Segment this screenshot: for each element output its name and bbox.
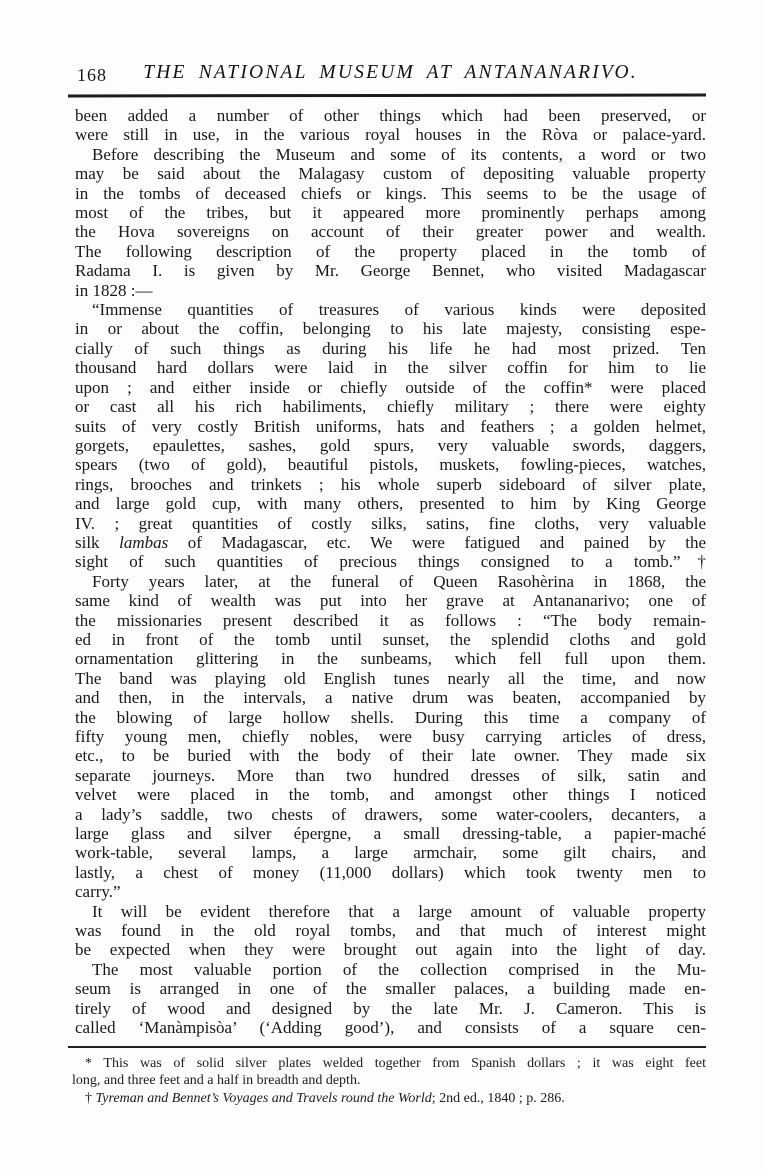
- text-line: [75, 319, 706, 338]
- text-line: [75, 630, 706, 649]
- text-segment: work-table, several lamps, a large armchair, some gilt chairs, and: [75, 843, 706, 863]
- text-segment: * This was of solid silver plates welded together from Spanish dollars ; it was eight feet: [85, 1056, 706, 1071]
- text-segment: Radama I. is given by Mr. George Bennet, who visited Madagascar: [75, 261, 706, 281]
- text-line: [75, 727, 706, 746]
- text-line: [75, 785, 706, 804]
- text-line: [75, 494, 706, 513]
- text-segment: the blowing of large hollow shells. During this time a company of: [75, 707, 706, 727]
- footnote: [72, 1090, 706, 1107]
- text-line: [75, 940, 706, 959]
- text-segment: Before describing the Museum and some of its contents, a word or two: [92, 144, 706, 164]
- text-line: [75, 591, 706, 610]
- text-segment: cially of such things as during his life he had most prized. Ten: [75, 338, 706, 358]
- text-segment: ed in front of the tomb until sunset, the splendid cloths and gold: [75, 629, 706, 649]
- text-segment: It will be evident therefore that a large amount of valuable property: [92, 901, 706, 921]
- text-line: [75, 145, 706, 164]
- text-line: [75, 1018, 706, 1037]
- paragraph: [75, 902, 706, 960]
- text-line: [75, 572, 706, 591]
- text-segment: IV. ; great quantities of costly silks, satins, fine cloths, very valuable: [75, 513, 706, 533]
- paragraph: [75, 572, 706, 902]
- text-line: [72, 1090, 706, 1107]
- text-segment: ; 2nd ed., 1840 ; p. 286.: [431, 1090, 565, 1106]
- text-line: [72, 1072, 706, 1089]
- paragraph: [75, 300, 706, 572]
- text-line: [75, 106, 706, 125]
- text-segment: “Immense quantities of treasures of various kinds were deposited: [92, 300, 706, 320]
- text-segment: upon ; and either inside or chiefly outside of the coffin* were placed: [75, 377, 706, 397]
- text-line: [75, 358, 706, 377]
- page-number: 168: [77, 65, 107, 85]
- text-segment: a lady’s saddle, two chests of drawers, some water-coolers, decanters, a: [75, 804, 706, 824]
- header-rule: [68, 94, 706, 98]
- text-segment: and large gold cup, with many others, presented to him by King George: [75, 494, 706, 514]
- italic-text: Tyreman and Bennet’s Voyages and Travels round the World: [95, 1090, 432, 1106]
- text-line: [75, 669, 706, 688]
- text-segment: or cast all his rich habiliments, chiefly military ; there were eighty: [75, 397, 706, 417]
- text-line: [75, 999, 706, 1018]
- text-segment: been added a number of other things which had been preserved, or: [75, 106, 706, 125]
- text-line: [75, 863, 706, 882]
- text-segment: gorgets, epaulettes, sashes, gold spurs, very valuable swords, daggers,: [75, 435, 706, 455]
- text-line: [75, 746, 706, 765]
- text-line: [75, 417, 706, 436]
- italic-text: lambas: [119, 532, 169, 552]
- text-segment: silk: [75, 532, 120, 552]
- body-text: [75, 106, 706, 1038]
- text-line: [75, 125, 706, 144]
- text-segment: of Madagascar, etc. We were fatigued and pained by the: [168, 532, 706, 552]
- text-line: [75, 649, 706, 668]
- footnote-rule: [68, 1046, 706, 1048]
- text-segment: The most valuable portion of the collection comprised in the Mu-: [92, 959, 706, 979]
- text-segment: fifty young men, chiefly nobles, were busy carrying articles of dress,: [75, 727, 706, 746]
- text-segment: sight of such quantities of precious things consigned to a tomb.”†: [75, 552, 706, 572]
- text-line: [75, 688, 706, 707]
- text-segment: in 1828 :—: [75, 280, 153, 300]
- footnotes: [72, 1055, 706, 1107]
- text-line: [75, 902, 706, 921]
- text-segment: velvet were placed in the tomb, and amongst other things I noticed: [75, 785, 706, 805]
- text-segment: were still in use, in the various royal houses in the Ròva or palace-yard.: [75, 125, 706, 145]
- text-segment: etc., to be buried with the body of their late owner. They made six: [75, 746, 706, 766]
- footnote: [72, 1055, 706, 1090]
- text-line: [75, 222, 706, 241]
- text-line: [75, 300, 706, 319]
- text-line: [75, 378, 706, 397]
- text-segment: tirely of wood and designed by the late Mr. J. Cameron. This is: [75, 998, 706, 1018]
- text-line: [75, 805, 706, 824]
- text-segment: in or about the coffin, belonging to his late majesty, consisting espe-: [75, 319, 706, 339]
- text-segment: was found in the old royal tombs, and that much of interest might: [75, 921, 706, 941]
- text-line: [75, 708, 706, 727]
- text-line: [75, 281, 706, 300]
- text-line: [75, 514, 706, 533]
- page-header: [75, 62, 706, 90]
- text-line: [75, 533, 706, 552]
- text-line: [75, 184, 706, 203]
- text-line: [75, 164, 706, 183]
- text-segment: lastly, a chest of money (11,000 dollars) which took twenty men to: [75, 862, 706, 882]
- text-segment: the Hova sovereigns on account of their greater power and wealth.: [75, 222, 706, 242]
- running-title: THE NATIONAL MUSEUM AT ANTANANARIVO.: [143, 62, 638, 83]
- text-segment: rings, brooches and trinkets ; his whole superb sideboard of silver plate,: [75, 474, 706, 494]
- text-segment: The band was playing old English tunes nearly all the time, and now: [75, 668, 706, 688]
- paragraph: [75, 960, 706, 1038]
- text-line: [75, 261, 706, 280]
- text-line: [75, 455, 706, 474]
- text-segment: may be said about the Malagasy custom of depositing valuable property: [75, 164, 706, 184]
- text-line: [75, 203, 706, 222]
- text-segment: spears (two of gold), beautiful pistols, muskets, fowling-pieces, watches,: [75, 455, 706, 475]
- text-line: [75, 475, 706, 494]
- text-line: [75, 436, 706, 455]
- text-segment: be expected when they were brought out again into the light of day.: [75, 940, 706, 960]
- paragraph: [75, 145, 706, 300]
- text-segment: ornamentation glittering in the sunbeams, which fell full upon them.: [75, 649, 706, 669]
- text-line: [75, 824, 706, 843]
- text-line: [75, 979, 706, 998]
- text-segment: seum is arranged in one of the smaller palaces, a building made en-: [75, 979, 706, 999]
- text-line: [75, 611, 706, 630]
- text-segment: most of the tribes, but it appeared more prominently perhaps among: [75, 203, 706, 223]
- text-segment: called ‘Manàmpisòa’ (‘Adding good’), and consists of a square cen-: [75, 1018, 706, 1038]
- text-line: [72, 1055, 706, 1072]
- text-segment: Forty years later, at the funeral of Queen Rasohèrina in 1868, the: [92, 571, 706, 591]
- text-line: [75, 397, 706, 416]
- text-line: [75, 552, 706, 571]
- text-segment: separate journeys. More than two hundred dresses of silk, satin and: [75, 765, 706, 785]
- text-segment: long, and three feet and a half in breadth and depth.: [72, 1073, 361, 1089]
- text-segment: large glass and silver épergne, a small dressing-table, a papier-maché: [75, 824, 706, 844]
- text-line: [75, 766, 706, 785]
- paragraph: [75, 106, 706, 145]
- text-segment: The following description of the property placed in the tomb of: [75, 241, 706, 261]
- text-segment: thousand hard dollars were laid in the silver coffin for him to lie: [75, 358, 706, 378]
- text-segment: carry.”: [75, 882, 121, 902]
- text-line: [75, 882, 706, 901]
- text-segment: same kind of wealth was put into her grave at Antananarivo; one of: [75, 591, 706, 611]
- text-line: [75, 843, 706, 862]
- text-line: [75, 242, 706, 261]
- text-segment: suits of very costly British uniforms, hats and feathers ; a golden helmet,: [75, 416, 706, 436]
- text-segment: and then, in the intervals, a native drum was beaten, accompanied by: [75, 688, 706, 708]
- text-segment: in the tombs of deceased chiefs or kings. This seems to be the usage of: [75, 183, 706, 203]
- text-line: [75, 339, 706, 358]
- text-line: [75, 960, 706, 979]
- text-segment: †: [85, 1090, 96, 1106]
- text-line: [75, 921, 706, 940]
- text-segment: the missionaries present described it as follows : “The body remain-: [75, 610, 706, 630]
